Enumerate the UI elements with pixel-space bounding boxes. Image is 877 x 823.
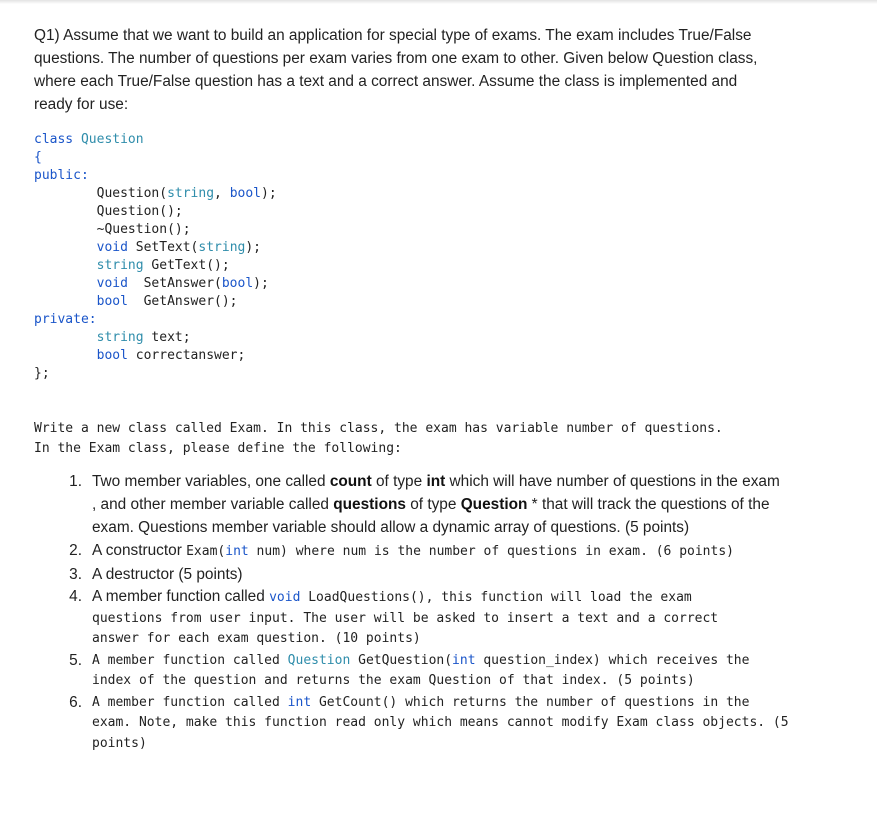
code-token: GetAnswer(); xyxy=(127,294,238,309)
task-number: 2. xyxy=(69,542,82,559)
exam-instructions xyxy=(34,419,864,458)
task-text: of type xyxy=(371,473,427,490)
task-text: of type xyxy=(405,496,461,513)
task-item-1 xyxy=(34,470,782,539)
code-type: string xyxy=(96,258,144,273)
task-text: A member function called xyxy=(92,588,270,605)
task-item-3 xyxy=(34,563,864,586)
code-token: correctanswer; xyxy=(127,348,246,363)
task-bold: int xyxy=(426,473,446,490)
instruction-line: Write a new class called Exam. In this class, the exam has variable number of questions. xyxy=(34,421,723,436)
task-text: * that will track the questions of the exam. Questions member variable should allow a dynamic array of questions. (5 points) xyxy=(92,496,770,536)
code-token: SetText( xyxy=(127,240,199,255)
task-text: A destructor (5 points) xyxy=(92,566,243,583)
code-brace-open: { xyxy=(34,150,42,165)
question-intro: Q1) Assume that we want to build an application for special type of exams. The exam includes True/False questions. The number of questions per exam varies from one exam to other. Given below Question class, where each True/False question has a text and a correct answer. Assume the class is implemented and ready for use: xyxy=(34,27,758,113)
task-item-6 xyxy=(34,692,792,755)
task-code-keyword: int xyxy=(225,544,249,559)
code-token: ); xyxy=(261,186,277,201)
code-brace-close: }; xyxy=(34,366,50,381)
task-code: GetCount() which returns the number of questions in the exam. Note, make this function read only which means cannot modify Exam class objects. (5 points) xyxy=(92,694,789,751)
code-type: bool xyxy=(96,294,128,309)
code-class-name: Question xyxy=(80,132,144,147)
question-class-code xyxy=(34,131,864,383)
task-item-4 xyxy=(34,586,732,650)
task-number: 1. xyxy=(69,473,82,490)
task-item-2 xyxy=(34,539,864,563)
task-list xyxy=(34,470,864,754)
code-public-label: public: xyxy=(34,168,89,183)
task-code: num) where num is the number of questions in exam. (6 points) xyxy=(248,544,734,559)
task-code-keyword: int xyxy=(452,652,476,668)
task-code-keyword: int xyxy=(287,694,312,710)
code-token: ); xyxy=(245,240,262,255)
task-code: A member function called xyxy=(92,694,288,710)
task-code: GetQuestion( xyxy=(350,652,453,668)
task-code-type: Question xyxy=(287,652,351,668)
code-token: Question(); xyxy=(96,204,183,219)
task-code-keyword: void xyxy=(269,590,301,605)
task-number: 3. xyxy=(69,566,82,583)
code-token: GetText(); xyxy=(143,258,230,273)
code-type: bool xyxy=(221,276,254,291)
code-line xyxy=(34,132,144,147)
task-bold: count xyxy=(329,473,372,490)
code-token: ~Question(); xyxy=(96,222,191,237)
code-token: SetAnswer( xyxy=(127,276,222,291)
code-token: ); xyxy=(253,276,269,291)
code-type: string xyxy=(198,240,246,255)
code-token: , xyxy=(214,186,230,201)
code-token: Question( xyxy=(96,186,168,201)
instruction-line: In the Exam class, please define the following: xyxy=(34,440,402,456)
code-type: void xyxy=(96,240,128,255)
task-bold: Question xyxy=(460,496,528,513)
task-text: which will have number of questions in the exam , and other member variable called xyxy=(92,473,780,513)
code-type: void xyxy=(96,276,128,291)
task-number: 6. xyxy=(69,693,82,711)
code-type: bool xyxy=(96,348,128,363)
code-token: text; xyxy=(143,330,191,345)
task-code: A member function called xyxy=(92,652,288,668)
task-number: 5. xyxy=(69,651,82,669)
task-bold: questions xyxy=(333,496,406,513)
task-item-5 xyxy=(34,650,792,692)
task-text: A constructor xyxy=(92,542,187,559)
task-number: 4. xyxy=(69,588,82,605)
task-code: LoadQuestions(), this function will load the exam questions from user input. The user will be asked to insert a text and a correct answer for each exam question. (10 points) xyxy=(92,590,719,646)
code-keyword: class xyxy=(34,132,74,147)
question-document xyxy=(34,24,864,754)
task-text: Two member variables, one called xyxy=(92,473,330,490)
task-code: Exam( xyxy=(186,544,226,559)
code-type: string xyxy=(96,330,144,345)
code-type: string xyxy=(167,186,215,201)
code-type: bool xyxy=(229,186,262,201)
code-private-label: private: xyxy=(34,312,97,327)
task-code: question_index) which receives the index of the question and returns the exam Question of that index. (5 points) xyxy=(92,652,750,688)
top-shadow-bar xyxy=(0,0,877,4)
